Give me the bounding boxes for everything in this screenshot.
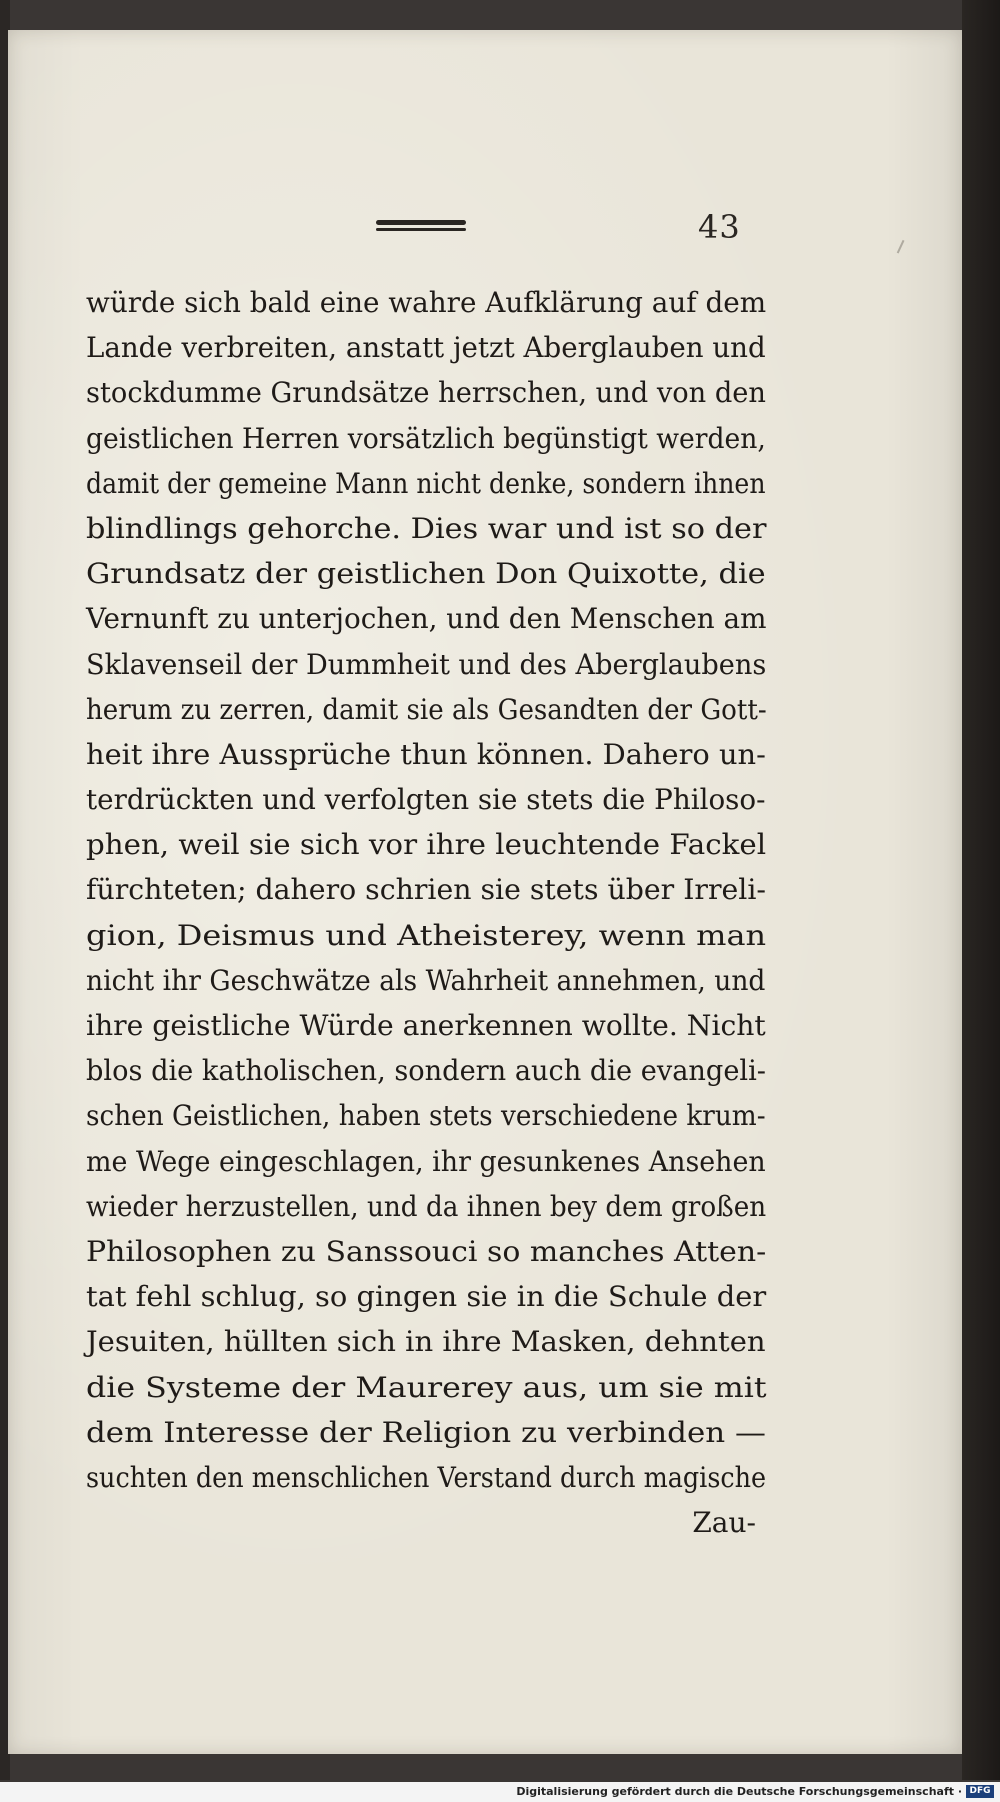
text-line: blindlings gehorche. Dies war und ist so der: [86, 511, 767, 545]
page-number: 43: [698, 208, 741, 246]
text-line: tat fehl schlug, so gingen sie in die Schule der: [86, 1280, 767, 1314]
text-line: suchten den menschlichen Verstand durch magische: [86, 1460, 767, 1494]
funding-credit: Digitalisierung gefördert durch die Deutsche Forschungsgemeinschaft ·: [516, 1785, 962, 1798]
text-line: terdrückten und verfolgten sie stets die Philoso-: [86, 783, 766, 817]
text-line: Jesuiten, hüllten sich in ihre Masken, dehnten: [86, 1325, 766, 1359]
text-line: schen Geistlichen, haben stets verschiedene krum-: [86, 1099, 766, 1133]
text-line: damit der gemeine Mann nicht denke, sondern ihnen: [86, 466, 766, 500]
text-line: dem Interesse der Religion zu verbinden —: [86, 1415, 766, 1449]
text-line: herum zu zerren, damit sie als Gesandten der Gott-: [86, 692, 767, 726]
text-line: phen, weil sie sich vor ihre leuchtende Fackel: [86, 828, 767, 862]
book-page: [8, 30, 962, 1754]
text-line: stockdumme Grundsätze herrschen, und von den: [86, 376, 766, 410]
text-line: die Systeme der Maurerey aus, um sie mit: [86, 1370, 767, 1404]
text-line: würde sich bald eine wahre Aufklärung auf dem: [86, 286, 767, 319]
text-line: Sklavenseil der Dummheit und des Aberglaubens: [86, 647, 767, 681]
text-line: heit ihre Aussprüche thun können. Dahero un-: [86, 737, 766, 771]
text-line: me Wege eingeschlagen, ihr gesunkenes Ansehen: [86, 1144, 766, 1178]
text-line: blos die katholischen, sondern auch die evangeli-: [86, 1054, 767, 1088]
text-line: geistlichen Herren vorsätzlich begünstigt werden,: [86, 421, 766, 455]
text-line: gion, Deismus und Atheisterey, wenn man: [86, 918, 767, 952]
header-ornament-rule: [376, 218, 466, 236]
text-line: Vernunft zu unterjochen, und den Menschen am: [86, 602, 767, 636]
catchword: Zau-: [692, 1506, 756, 1540]
body-text: [86, 280, 766, 1545]
text-line: wieder herzustellen, und da ihnen bey dem großen: [86, 1189, 767, 1223]
text-line: ihre geistliche Würde anerkennen wollte. Nicht: [86, 1009, 766, 1042]
text-line: Lande verbreiten, anstatt jetzt Aberglauben und: [86, 331, 766, 365]
text-line: nicht ihr Geschwätze als Wahrheit annehmen, und: [86, 963, 766, 997]
scan-border-right: [962, 0, 1000, 1780]
text-line: Philosophen zu Sanssouci so manches Atten-: [86, 1234, 767, 1268]
margin-pencil-mark: [890, 237, 905, 254]
dfg-logo: DFG: [966, 1785, 994, 1798]
digitization-footer: [0, 1782, 1000, 1802]
text-line: Grundsatz der geistlichen Don Quixotte, die: [86, 557, 766, 591]
text-line: fürchteten; dahero schrien sie stets über Irreli-: [86, 873, 766, 907]
